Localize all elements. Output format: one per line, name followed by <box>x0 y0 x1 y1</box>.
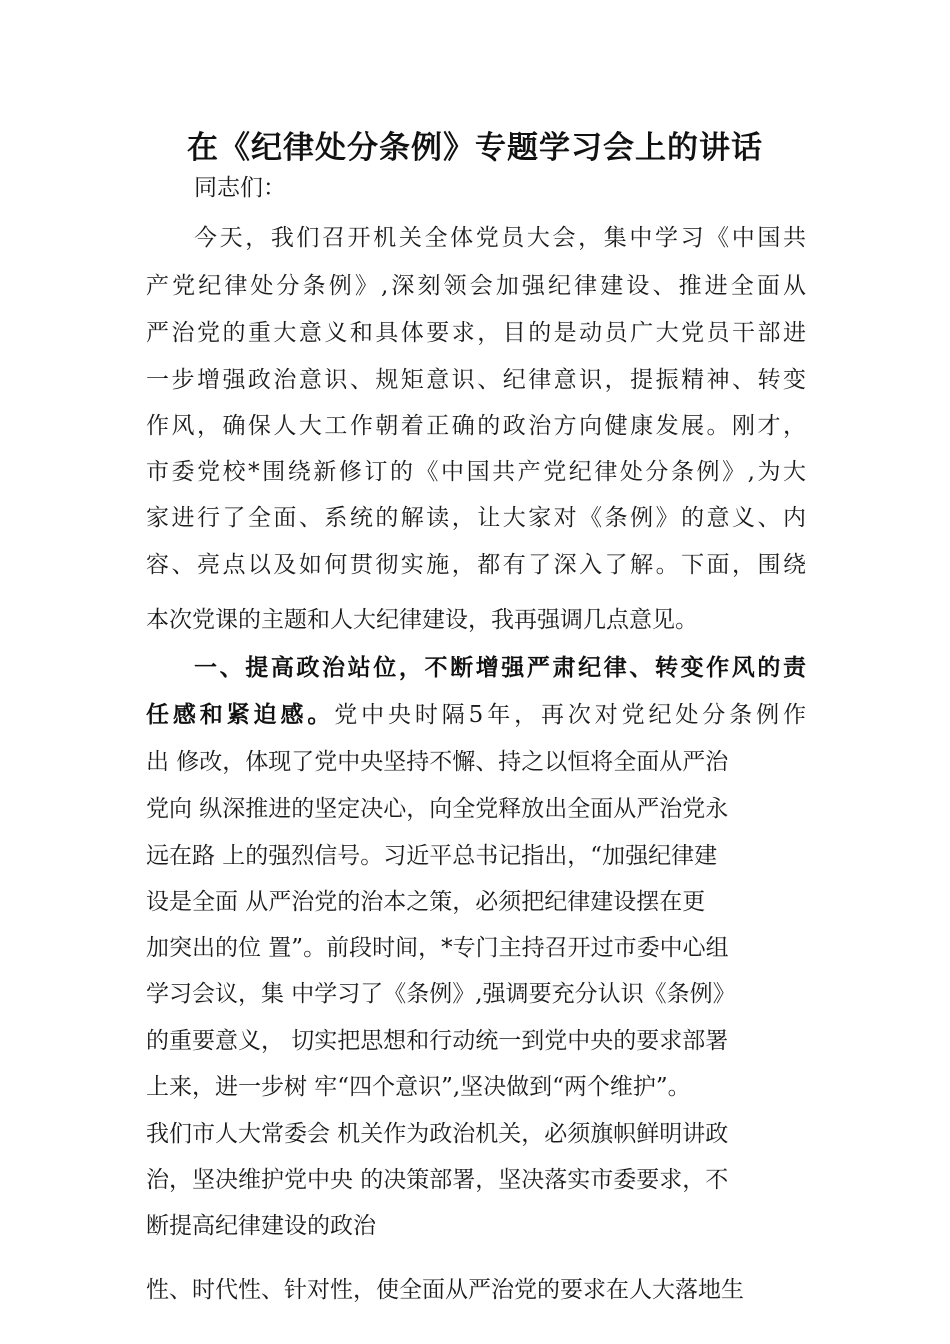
paragraph-line: 家进行了全面、系统的解读，让大家对《条例》的意义、内 <box>146 505 806 531</box>
salutation: 同志们： <box>194 175 286 201</box>
section-line: 我们市人大常委会 机关作为政治机关，必须旗帜鲜明讲政 <box>146 1121 729 1147</box>
section-line: 学习会议，集 中学习了《条例》,强调要充分认识《条例》 <box>146 981 736 1007</box>
section-line: 出 修改，体现了党中央坚持不懈、持之以恒将全面从严治 <box>146 749 729 775</box>
section-line: 断提高纪律建设的政治 <box>146 1213 376 1239</box>
section-heading: 一、提高政治站位，不断增强严肃纪律、转变作风的责 <box>194 654 806 681</box>
paragraph-line: 市委党校*围绕新修订的《中国共产党纪律处分条例》,为大 <box>146 459 806 485</box>
paragraph-line: 今天，我们召开机关全体党员大会，集中学习《中国共 <box>194 225 806 251</box>
section-line: 加突出的位 置”。前段时间，*专门主持召开过市委中心组 <box>146 935 729 961</box>
section-line: 的重要意义， 切实把思想和行动统一到党中央的要求部署 <box>146 1028 729 1054</box>
section-line: 治，坚决维护党中央 的决策部署，坚决落实市委要求，不 <box>146 1167 729 1193</box>
section-line: 设是全面 从严治党的治本之策，必须把纪律建设摆在更 <box>146 889 706 915</box>
paragraph-line: 一步增强政治意识、规矩意识、纪律意识，提振精神、转变 <box>146 367 806 393</box>
section-line: 党向 纵深推进的坚定决心，向全党释放出全面从严治党永 <box>146 796 729 822</box>
section-heading-tail: 任感和紧迫感。 <box>146 701 335 728</box>
section-line: 上来，进一步树 牢“四个意识”,坚决做到“两个维护”。 <box>146 1074 691 1100</box>
paragraph-line: 严治党的重大意义和具体要求，目的是动员广大党员干部进 <box>146 320 806 346</box>
document-title: 在《纪律处分条例》专题学习会上的讲话 <box>187 130 763 166</box>
section-line: 性、时代性、针对性，使全面从严治党的要求在人大落地生 <box>146 1277 744 1303</box>
paragraph-line: 作风，确保人大工作朝着正确的政治方向健康发展。刚才， <box>146 413 806 439</box>
paragraph-line: 容、亮点以及如何贯彻实施，都有了深入了解。下面，围绕 <box>146 552 806 578</box>
section-line: 远在路 上的强烈信号。习近平总书记指出，“加强纪律建 <box>146 843 718 869</box>
section-heading-line2 <box>146 695 806 735</box>
paragraph-line: 本次党课的主题和人大纪律建设，我再强调几点意见。 <box>146 607 698 633</box>
paragraph-line: 产党纪律处分条例》,深刻领会加强纪律建设、推进全面从 <box>146 273 806 299</box>
section-text: 党中央时隔5年，再次对党纪处分条例作 <box>334 702 806 728</box>
